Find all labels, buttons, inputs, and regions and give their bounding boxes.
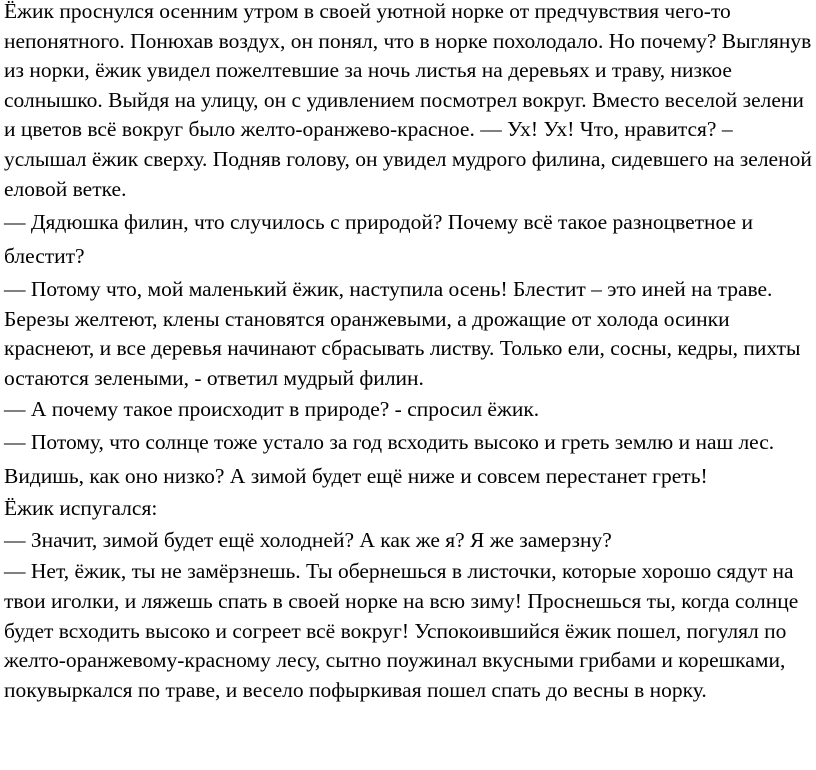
paragraph-sun-explanation: — Потому, что солнце тоже устало за год всходить высоко и греть землю и наш лес. Видишь, как оно низко? А зимой будет ещё ниже и совсем перестанет греть!: [4, 430, 775, 489]
paragraph-hedgehog-why: — А почему такое происходит в природе? - спросил ёжик.: [4, 396, 540, 421]
paragraph-winter-question: — Значит, зимой будет ещё холодней? А как же я? Я же замерзну?: [4, 527, 612, 552]
paragraph-intro: Ёжик проснулся осенним утром в своей уютной норке от предчувствия чего-то непонятного. Понюхав воздух, он понял, что в норке похолодало. Но почему? Выглянув из норки, ёжик увидел пожелтевшие за ночь листья на деревьях и траву, низкое солнышко. Выйдя на улицу, он с удивлением посмотрел вокруг. Вместо веселой зелени и цветов всё вокруг было желто-оранжево-красное. — Ух! Ух! Что, нравится? – услышал ёжик сверху. Подняв голову, он увидел мудрого филина, сидевшего на зеленой еловой ветке.: [4, 0, 812, 201]
paragraph-ending: — Нет, ёжик, ты не замёрзнешь. Ты обернешься в листочки, которые хорошо сядут на твои иголки, и ляжешь спать в своей норке на всю зиму! Проснешься ты, когда солнце будет всходить высоко и согреет всё вокруг! Успокоившийся ёжик пошел, погулял по желто-оранжевому-красному лесу, сытно поужинал вкусными грибами и корешками, покувыркался по траве, и весело пофыркивая пошел спать до весны в норку.: [4, 559, 799, 702]
paragraph-hedgehog-scared: Ёжик испугался:: [4, 496, 158, 521]
paragraph-owl-answer: — Потому что, мой маленький ёжик, наступила осень! Блестит – это иней на траве. Березы желтеют, клены становятся оранжевыми, а дрожащие от холода осинки краснеют, и все деревья начинают сбрасывать листву. Только ели, сосны, кедры, пихты остаются зелеными, - ответил мудрый филин.: [4, 277, 801, 390]
paragraph-hedgehog-question: — Дядюшка филин, что случилось с природой? Почему всё такое разноцветное и блестит?: [4, 210, 753, 269]
